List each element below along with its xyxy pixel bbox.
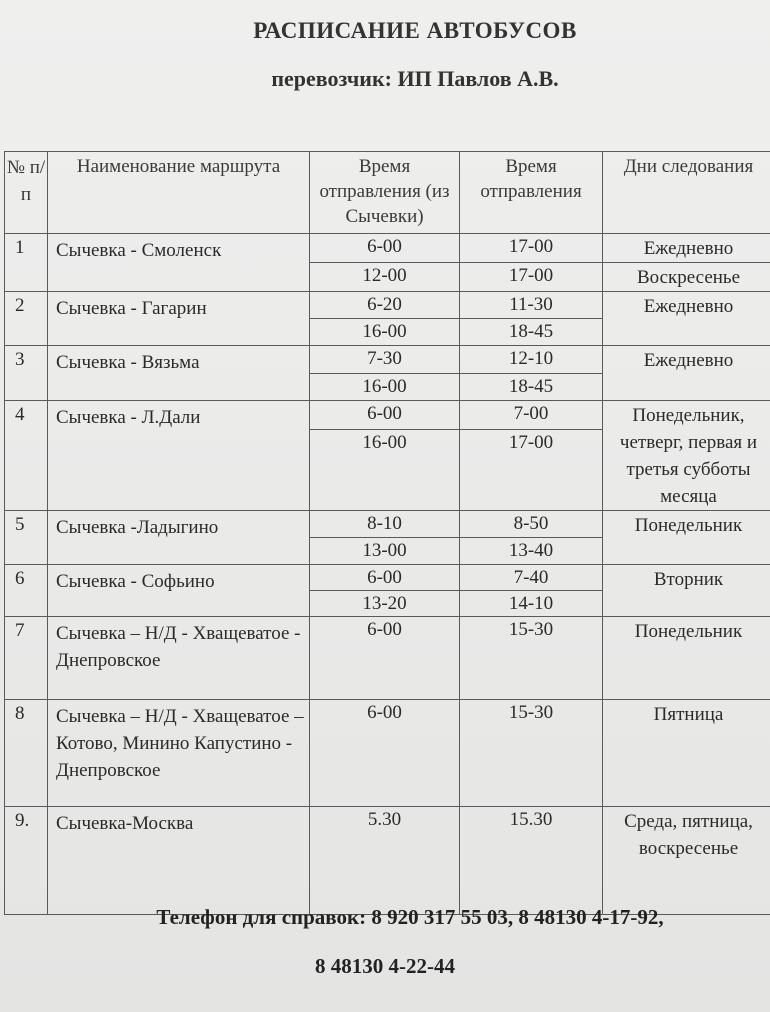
- table-row: [5, 292, 770, 319]
- route-name: Сычевка-Москва: [48, 807, 310, 915]
- return-time: 17-00: [460, 234, 603, 263]
- route-name: Сычевка – Н/Д - Хващеватое - Днепровское: [48, 617, 310, 700]
- table-row: [5, 511, 770, 538]
- route-number: 6: [5, 565, 48, 617]
- route-number: 8: [5, 700, 48, 807]
- route-number: 4: [5, 401, 48, 511]
- days-of-service: Понедельник, четверг, первая и третья субботы месяца: [603, 401, 770, 511]
- days-of-service: Вторник: [603, 565, 770, 617]
- days-of-service: Пятница: [603, 700, 770, 807]
- page-title: РАСПИСАНИЕ АВТОБУСОВ: [253, 18, 577, 43]
- route-name: Сычевка - Л.Дали: [48, 401, 310, 511]
- schedule-table: [4, 151, 770, 915]
- days-of-service: Воскресенье: [603, 263, 770, 292]
- route-number: 9.: [5, 807, 48, 915]
- departure-time: 6-00: [310, 401, 460, 430]
- departure-time: 16-00: [310, 319, 460, 346]
- departure-time: 6-20: [310, 292, 460, 319]
- table-row: [5, 807, 770, 915]
- days-of-service: Ежедневно: [603, 234, 770, 263]
- route-number: 2: [5, 292, 48, 346]
- return-time: 14-10: [460, 591, 603, 617]
- return-time: 7-00: [460, 401, 603, 430]
- return-time: 8-50: [460, 511, 603, 538]
- phones-line-1: Телефон для справок: 8 920 317 55 03, 8 48130 4-17-92,: [156, 905, 664, 929]
- table-row: [5, 617, 770, 700]
- departure-time: 13-00: [310, 538, 460, 565]
- days-of-service: Понедельник: [603, 511, 770, 565]
- return-time: 15.30: [460, 807, 603, 915]
- return-time: 17-00: [460, 263, 603, 292]
- header-departure-from-sychevka: Время отправления (из Сычевки): [310, 152, 460, 234]
- route-name: Сычевка - Софьино: [48, 565, 310, 617]
- route-name: Сычевка - Гагарин: [48, 292, 310, 346]
- days-of-service: Понедельник: [603, 617, 770, 700]
- route-number: 3: [5, 346, 48, 401]
- table-row: [5, 234, 770, 263]
- departure-time: 8-10: [310, 511, 460, 538]
- days-of-service: Ежедневно: [603, 346, 770, 401]
- departure-time: 6-00: [310, 234, 460, 263]
- departure-time: 6-00: [310, 700, 460, 807]
- header-num: № п/п: [5, 152, 48, 234]
- table-row: [5, 700, 770, 807]
- departure-time: 13-20: [310, 591, 460, 617]
- return-time: 18-45: [460, 374, 603, 401]
- phones-line-2: 8 48130 4-22-44: [315, 954, 455, 978]
- departure-time: 12-00: [310, 263, 460, 292]
- header-route: Наименование маршрута: [48, 152, 310, 234]
- departure-time: 6-00: [310, 617, 460, 700]
- table-row: [5, 346, 770, 374]
- route-number: 7: [5, 617, 48, 700]
- return-time: 17-00: [460, 429, 603, 510]
- days-of-service: Ежедневно: [603, 292, 770, 346]
- return-time: 12-10: [460, 346, 603, 374]
- route-number: 1: [5, 234, 48, 292]
- route-name: Сычевка - Смоленск: [48, 234, 310, 292]
- departure-time: 16-00: [310, 374, 460, 401]
- header-row: [5, 152, 770, 234]
- header-days: Дни следования: [603, 152, 770, 234]
- carrier-line: перевозчик: ИП Павлов А.В.: [271, 66, 559, 91]
- return-time: 13-40: [460, 538, 603, 565]
- departure-time: 16-00: [310, 429, 460, 510]
- return-time: 7-40: [460, 565, 603, 591]
- departure-time: 6-00: [310, 565, 460, 591]
- return-time: 15-30: [460, 617, 603, 700]
- table-row: [5, 565, 770, 591]
- return-time: 15-30: [460, 700, 603, 807]
- route-number: 5: [5, 511, 48, 565]
- departure-time: 7-30: [310, 346, 460, 374]
- table-row: [5, 401, 770, 430]
- days-of-service: Среда, пятница, воскресенье: [603, 807, 770, 915]
- route-name: Сычевка - Вязьма: [48, 346, 310, 401]
- departure-time: 5.30: [310, 807, 460, 915]
- route-name: Сычевка -Ладыгино: [48, 511, 310, 565]
- return-time: 18-45: [460, 319, 603, 346]
- header-departure: Время отправления: [460, 152, 603, 234]
- route-name: Сычевка – Н/Д - Хващеватое – Котово, Минино Капустино - Днепровское: [48, 700, 310, 807]
- return-time: 11-30: [460, 292, 603, 319]
